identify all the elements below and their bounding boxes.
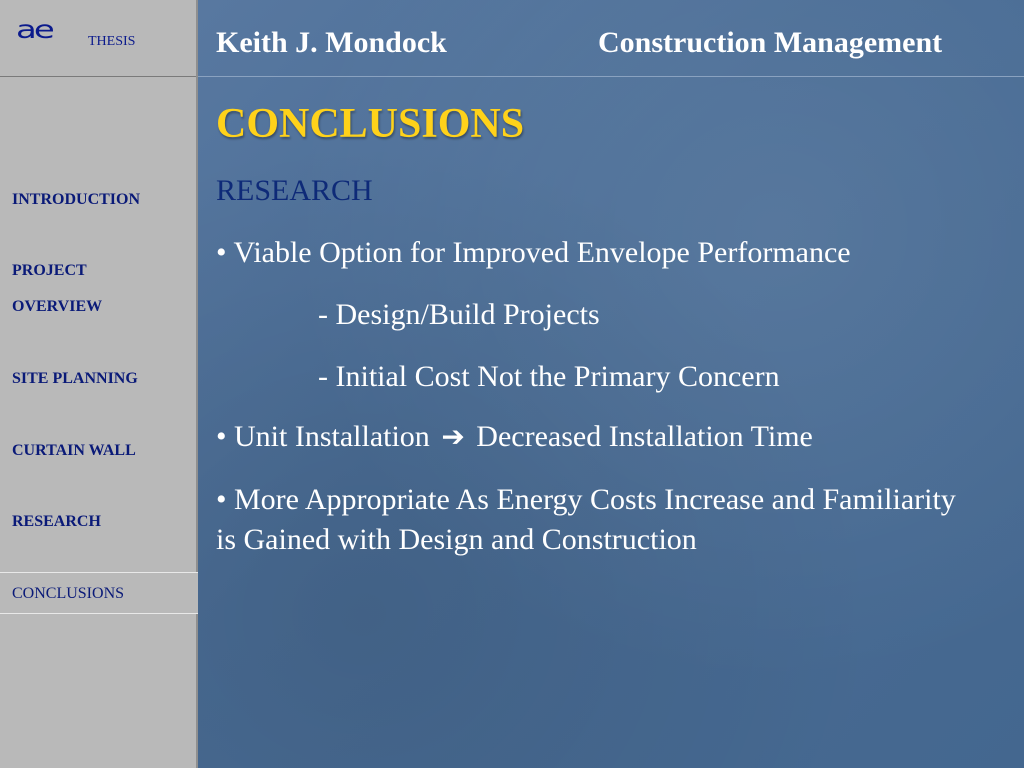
logo-text: THESIS	[88, 34, 136, 49]
sub-bullet-initial-cost: - Initial Cost Not the Primary Concern	[318, 360, 780, 393]
sub-bullet-design-build: - Design/Build Projects	[318, 298, 600, 331]
bullet-unit-installation	[216, 420, 813, 454]
author-name: Keith J. Mondock	[216, 26, 447, 59]
right-arrow-icon: ➔	[441, 420, 465, 453]
nav-item-conclusions-label: CONCLUSIONS	[12, 585, 125, 602]
nav-item-project[interactable]: PROJECT	[12, 262, 87, 279]
sidebar-nav	[0, 0, 198, 768]
nav-item-site-planning[interactable]: SITE PLANNING	[12, 370, 138, 387]
header-divider	[198, 76, 1024, 77]
nav-item-curtain-wall[interactable]: CURTAIN WALL	[12, 442, 136, 459]
slide-subtitle: RESEARCH	[216, 174, 373, 207]
bullet-unit-installation-text: • Unit Installation	[216, 420, 430, 453]
nav-item-conclusions[interactable]	[0, 572, 204, 614]
bullet-more-appropriate: • More Appropriate As Energy Costs Increase and Familiarity is Gained with Design and Construction	[216, 483, 956, 556]
ae-logo-mark: ae	[16, 15, 52, 45]
department-name: Construction Management	[598, 26, 943, 59]
nav-item-overview[interactable]: OVERVIEW	[12, 298, 103, 315]
slide-content	[198, 0, 1024, 768]
bullet-viable-option: • Viable Option for Improved Envelope Performance	[216, 236, 851, 269]
nav-item-introduction[interactable]: INTRODUCTION	[12, 191, 141, 208]
slide-title: CONCLUSIONS	[216, 101, 525, 147]
bullet-unit-installation-result: Decreased Installation Time	[476, 420, 813, 453]
logo	[0, 0, 196, 77]
nav-item-research[interactable]: RESEARCH	[12, 513, 101, 530]
